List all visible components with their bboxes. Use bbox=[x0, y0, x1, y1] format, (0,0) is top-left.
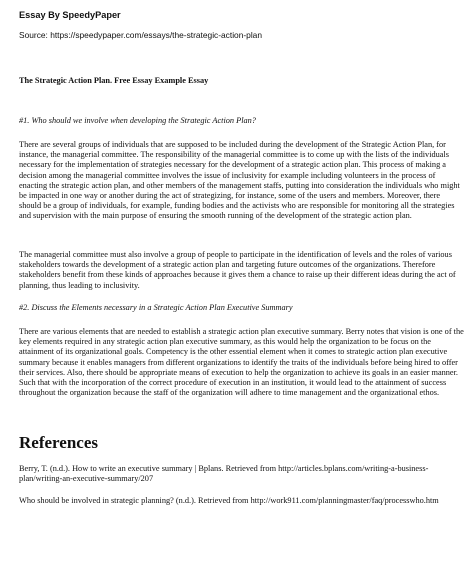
question-2-heading: #2. Discuss the Elements necessary in a Strategic Action Plan Executive Summary bbox=[19, 303, 293, 312]
brand-header: Essay By SpeedyPaper bbox=[19, 10, 121, 20]
reference-1: Berry, T. (n.d.). How to write an executive summary | Bplans. Retrieved from http://articles.bplans.com/writing-a-business-plan/writing-an-executive-summary/207 bbox=[19, 464, 429, 484]
paragraph-3: There are various elements that are needed to establish a strategic action plan executive summary. Berry notes that vision is one of the key elements required in any strategic action plan executive summary, as this would help the organization to be focus on the attainment of its organizational goals. Competency is the other essential element when it comes to strategic action plan executive summary because it enables managers from different organizations to identify the traits of the individuals before being hired to offer their services. Also, there should be appropriate means of execution to help the organization to achieve its goals in an easier manner. Such that with the incorporation of the correct procedure of execution in an institution, it would lead to the attainment of success throughout the organization because the staff of the organization will adhere to time management and the organizational ethos. bbox=[19, 327, 464, 398]
source-line: Source: https://speedypaper.com/essays/the-strategic-action-plan bbox=[19, 30, 263, 40]
paragraph-2: The managerial committee must also involve a group of people to participate in the identification of levels and the roles of various stakeholders towards the development of a strategic action plan and targeting future outcomes of the organizations. Therefore stakeholders benefit from these kinds of approaches because it gives them a chance to raise up their different ideas during the act of planning, thus leading to inclusivity. bbox=[19, 250, 456, 290]
question-1-heading: #1. Who should we involve when developing the Strategic Action Plan? bbox=[19, 116, 256, 125]
paragraph-1: There are several groups of individuals that are supposed to be included during the development of the Strategic Action Plan, for instance, the managerial committee. The responsibility of the managerial committee is to come up with the lists of the individuals necessary for the implementation of strategies necessary for the development of a strategic action plan. This process of making a decision among the managerial committee involves the issue of inclusivity for example including volunteers in the process of enacting the strategic action plan, and other members of the management staffs, putting into consideration the individuals who might be impacted in one way or another during the act of strategizing, for instance, some of the users and members. Moreover, there should be a group of individuals, for example, funding bodies and the activists who are responsible for monitoring all the strategies and supervision with the main purpose of ensuring the smooth running of the development of the strategic action plan. bbox=[19, 140, 460, 221]
reference-2: Who should be involved in strategic planning? (n.d.). Retrieved from http://work911.com/planningmaster/faq/processwho.htm bbox=[19, 496, 439, 505]
essay-title: The Strategic Action Plan. Free Essay Example Essay bbox=[19, 76, 209, 85]
references-heading: References bbox=[19, 433, 98, 452]
